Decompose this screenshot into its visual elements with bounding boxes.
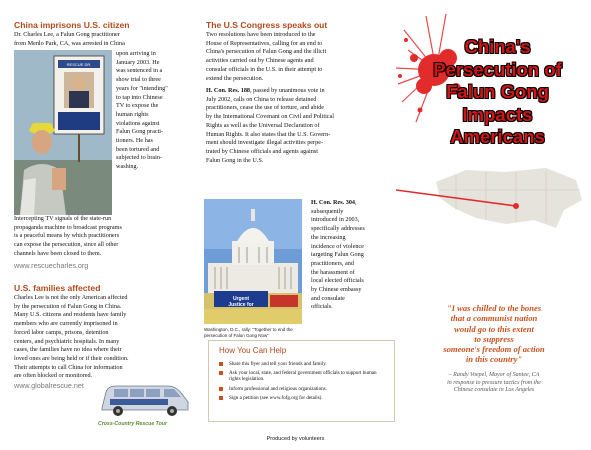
help-title: How You Can Help: [219, 346, 287, 355]
body-line: propaganda machine to broadcast programs: [14, 223, 122, 231]
body-line: Falun Gong practi-: [116, 128, 164, 136]
quote-line: that a communist nation: [450, 313, 538, 324]
title-line: China's: [464, 36, 531, 57]
how-you-can-help-box: [208, 340, 395, 422]
body-line: human rights: [116, 110, 149, 118]
body-line: is a peaceful means by which practitioners: [14, 232, 120, 240]
svg-text:Urgent: Urgent: [232, 296, 250, 302]
mayor-quote: [404, 303, 584, 365]
footer-credit: Produced by volunteers: [266, 436, 325, 442]
cover-panel: [396, 0, 591, 450]
body-line: [206, 87, 390, 96]
body-line: Dr. Charles Lee, a Falun Gong practitioner: [14, 31, 120, 38]
help-item-text: Ask your local, state, and federal government officials to support human rights legislation.: [229, 370, 377, 383]
body-line: violations against: [116, 119, 160, 127]
body-line: China's persecution of Falun Gong and the illicit: [206, 48, 327, 56]
body-line: practitioners, cease the use of torture, and abide: [206, 104, 325, 112]
quote-line: to suppress: [474, 333, 514, 344]
van-caption: Cross-Country Rescue Tour: [98, 421, 167, 427]
body-line: been tortured and: [116, 145, 160, 153]
help-item: [219, 370, 387, 382]
body-line: members who are currently imprisoned in: [14, 320, 118, 328]
charles-lee-text-narrow: [116, 50, 194, 172]
body-line: by Chinese embassy: [311, 286, 362, 294]
body-line: local elected officials: [311, 277, 364, 285]
charles-lee-text-full: [14, 31, 194, 48]
heading-china-imprisons: China imprisons U.S. citizen: [14, 20, 130, 30]
congress-para1: [206, 31, 390, 83]
caption-line: Washington, D.C., rally: "Together to end the: [204, 327, 293, 332]
globalrescue-link[interactable]: www.globalrescue.net: [14, 381, 84, 390]
body-line: upon arriving in: [116, 50, 156, 57]
bullet-icon: [219, 396, 223, 400]
body-line: centers, and psychiatric hospitals. In many: [14, 337, 120, 345]
body-line: Human Rights. It also states that the U.S. Govern-: [206, 130, 331, 138]
body-line: House of Representatives, calling for an end to: [206, 39, 323, 47]
body-line: [311, 199, 391, 208]
body-line: Charles Lee is not the only American affected: [14, 294, 128, 301]
photo-caption: [204, 327, 314, 339]
body-line: the increasing: [311, 233, 346, 241]
body-line: trated by Chinese officials and agents against: [206, 147, 318, 155]
attribution-line: Chinese consulate in Los Angeles: [453, 387, 535, 394]
title-line: Americans: [450, 126, 545, 147]
body-line: Falun Gong in the U.S.: [206, 156, 264, 164]
quote-line: "I was chilled to the bones: [446, 303, 542, 313]
congress-para2: [206, 87, 390, 165]
body-line: January 2003. He: [116, 58, 160, 66]
body-line: specifically addresses: [311, 225, 365, 233]
bullet-icon: [219, 387, 223, 391]
help-item: [219, 386, 387, 392]
body-line: channels have been closed to them.: [14, 249, 102, 257]
body-line: by the International Covenant on Civil and Political: [206, 113, 335, 121]
body-line: Rights as well as the Universal Declaration of: [206, 121, 320, 129]
title-line: Persecution of: [433, 58, 562, 80]
body-line: subjected to brain-: [116, 154, 163, 162]
caption-line: persecution of Falun Gong Now": [204, 333, 269, 338]
heading-congress: The U.S Congress speaks out: [206, 20, 328, 30]
attribution-line: – Randy Voepel, Mayor of Santee, CA: [448, 372, 540, 378]
help-item-text: Share this flyer and tell your friends and family.: [229, 361, 327, 367]
body-line: July 2002, calls on China to release detained: [206, 95, 317, 103]
body-line: Many U.S. citizens and residents have family: [14, 311, 127, 319]
body-line: the harassment of: [311, 268, 355, 276]
quote-line: would go to this extent: [454, 323, 534, 334]
body-line: Their attempts to call China for information: [14, 363, 123, 371]
congress-para3: [311, 199, 391, 312]
bullet-icon: [219, 362, 223, 366]
quote-line: in this country": [465, 354, 523, 365]
title-line: Impacts: [462, 103, 533, 125]
body-line: was sentenced in a: [116, 67, 163, 75]
charles-lee-text-bottom: [14, 215, 194, 259]
charles-lee-photo: [14, 50, 112, 215]
body-line: and consulate: [311, 294, 345, 302]
body-line: activities carried out by Chinese agents and: [206, 57, 314, 65]
body-line: targeting Falun Gong: [311, 251, 364, 259]
body-line: washing.: [116, 163, 139, 171]
body-line: Intercepting TV signals of the state-run: [14, 215, 112, 222]
svg-text:Justice for: Justice for: [228, 302, 254, 308]
cover-title: [410, 36, 585, 149]
bullet-icon: [219, 371, 223, 375]
help-item-text: Inform professional and religious organizations.: [229, 385, 327, 392]
help-item-text: Sign a petition (see www.fofg.org for details).: [229, 394, 323, 401]
body-line: extend the persecution.: [206, 74, 264, 82]
help-item: [219, 395, 387, 401]
resolution-304-first: ,: [355, 199, 357, 206]
help-item: [219, 361, 387, 367]
body-line: to tap into Chinese: [116, 93, 163, 101]
body-line: ment should investigate illegal activities perpe-: [206, 139, 324, 147]
families-text: [14, 294, 194, 381]
body-line: incidence of violence: [311, 242, 364, 250]
body-line: TV to expose the: [116, 102, 159, 110]
body-line: show trial to three: [116, 76, 161, 84]
body-line: from Menlo Park, CA, was arrested in China: [14, 39, 125, 47]
quote-attribution: [404, 372, 584, 395]
rescue-van-image: [96, 378, 194, 420]
body-line: loved ones are being held or if their condition.: [14, 354, 129, 362]
body-line: by the persecution of Falun Gong in China.: [14, 302, 122, 310]
body-line: cases, the families have no idea where their: [14, 346, 122, 354]
body-line: subsequently: [311, 207, 344, 215]
rescuecharles-link[interactable]: www.rescuecharles.org: [14, 261, 89, 270]
body-line: Two resolutions have been introduced to the: [206, 31, 316, 38]
body-line: are often blocked or monitored.: [14, 372, 93, 380]
resolution-188-first: , passed by unanimous vote in: [250, 87, 325, 94]
body-line: tioners. He has: [116, 137, 153, 145]
resolution-188-label: H. Con. Res. 188: [206, 87, 251, 94]
capitol-rally-photo: [204, 199, 302, 324]
title-line: Falun Gong: [446, 81, 549, 102]
body-line: introduced in 2003,: [311, 216, 360, 224]
attribution-line: in response to pressure tactics from the: [447, 379, 541, 386]
body-line: practitioners, and: [311, 259, 354, 267]
body-line: can expose the persecution, since all other: [14, 241, 119, 249]
left-panel: [0, 0, 196, 450]
resolution-304-label: H. Con. Res. 304: [311, 199, 356, 206]
quote-line: someone's freedom of action: [443, 344, 545, 355]
body-line: forced labor camps, prisons, detention: [14, 328, 109, 336]
help-list: [219, 361, 387, 404]
svg-text:RESCUE DR.: RESCUE DR.: [66, 62, 92, 67]
body-line: consular officials in the U.S. in their attempt to: [206, 65, 323, 73]
body-line: officials.: [311, 303, 333, 311]
heading-us-families: U.S. families affected: [14, 283, 101, 293]
body-line: years for "intending": [116, 84, 168, 92]
